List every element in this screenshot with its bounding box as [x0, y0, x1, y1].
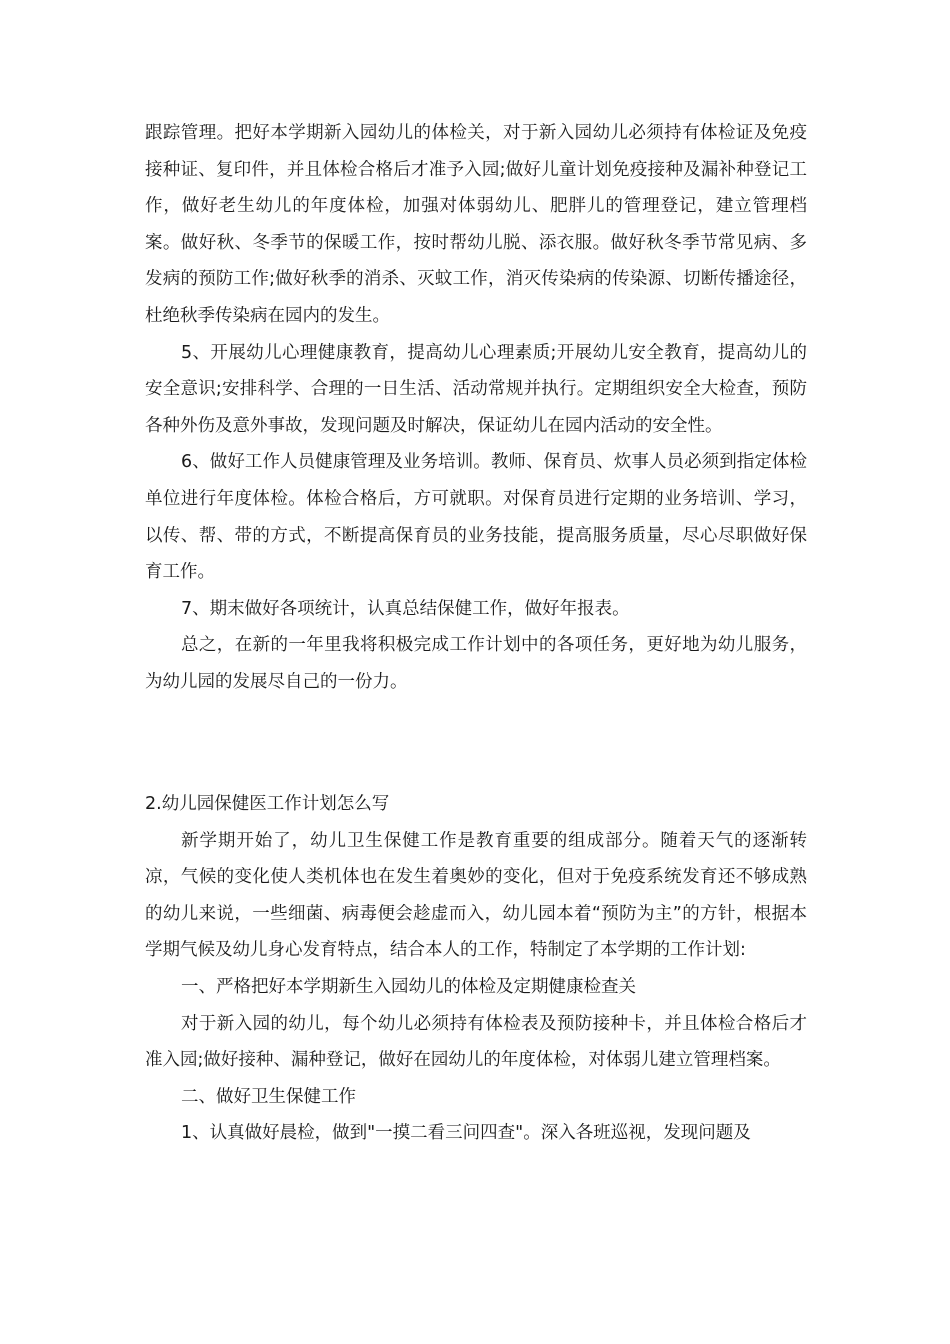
top-text-section — [145, 115, 807, 701]
section-heading: 2.幼儿园保健医工作计划怎么写 — [145, 794, 390, 814]
bottom-text-section — [145, 786, 807, 1152]
paragraph-item-5: 5、开展幼儿心理健康教育，提高幼儿心理素质;开展幼儿安全教育，提高幼儿的安全意识;安排科学、合理的一日生活、活动常规并执行。定期组织安全大检查，预防各种外伤及意外事故，发现问题及时解决，保证幼儿在园内活动的安全性。 — [145, 342, 807, 436]
subheading-one: 一、严格把好本学期新生入园幼儿的体检及定期健康检查关 — [181, 976, 636, 997]
paragraph-health-tracking: 跟踪管理。把好本学期新入园幼儿的体检关，对于新入园幼儿必须持有体检证及免疫接种证、复印件，并且体检合格后才准予入园;做好儿童计划免疫接种及漏补种登记工作，做好老生幼儿的年度体检，加强对体弱幼儿、肥胖儿的管理登记，建立管理档案。做好秋、冬季节的保暖工作，按时帮幼儿脱、添衣服。做好秋冬季节常见病、多发病的预防工作;做好秋季的消杀、灭蚊工作，消灭传染病的传染源、切断传播途径，杜绝秋季传染病在园内的发生。 — [145, 123, 807, 326]
paragraph-admission-check: 对于新入园的幼儿，每个幼儿必须持有体检表及预防接种卡，并且体检合格后才准入园;做好接种、漏种登记，做好在园幼儿的年度体检，对体弱儿建立管理档案。 — [145, 1013, 807, 1071]
paragraph-item-7: 7、期末做好各项统计，认真总结保健工作，做好年报表。 — [181, 598, 630, 619]
subheading-two: 二、做好卫生保健工作 — [181, 1086, 356, 1107]
paragraph-intro: 新学期开始了，幼儿卫生保健工作是教育重要的组成部分。随着天气的逐渐转凉，气候的变化使人类机体也在发生着奥妙的变化，但对于免疫系统发育还不够成熟的幼儿来说，一些细菌、病毒便会趁虚而入，幼儿园本着“预防为主”的方针，根据本学期气候及幼儿身心发育特点，结合本人的工作，特制定了本学期的工作计划: — [145, 830, 807, 961]
paragraph-item-6: 6、做好工作人员健康管理及业务培训。教师、保育员、炊事人员必须到指定体检单位进行年度体检。体检合格后，方可就职。对保育员进行定期的业务培训、学习，以传、帮、带的方式，不断提高保育员的业务技能，提高服务质量，尽心尽职做好保育工作。 — [145, 452, 807, 583]
paragraph-conclusion: 总之，在新的一年里我将积极完成工作计划中的各项任务，更好地为幼儿服务，为幼儿园的发展尽自己的一份力。 — [145, 635, 807, 692]
paragraph-morning-check: 1、认真做好晨检，做到"一摸二看三问四查"。深入各班巡视，发现问题及 — [181, 1123, 751, 1144]
